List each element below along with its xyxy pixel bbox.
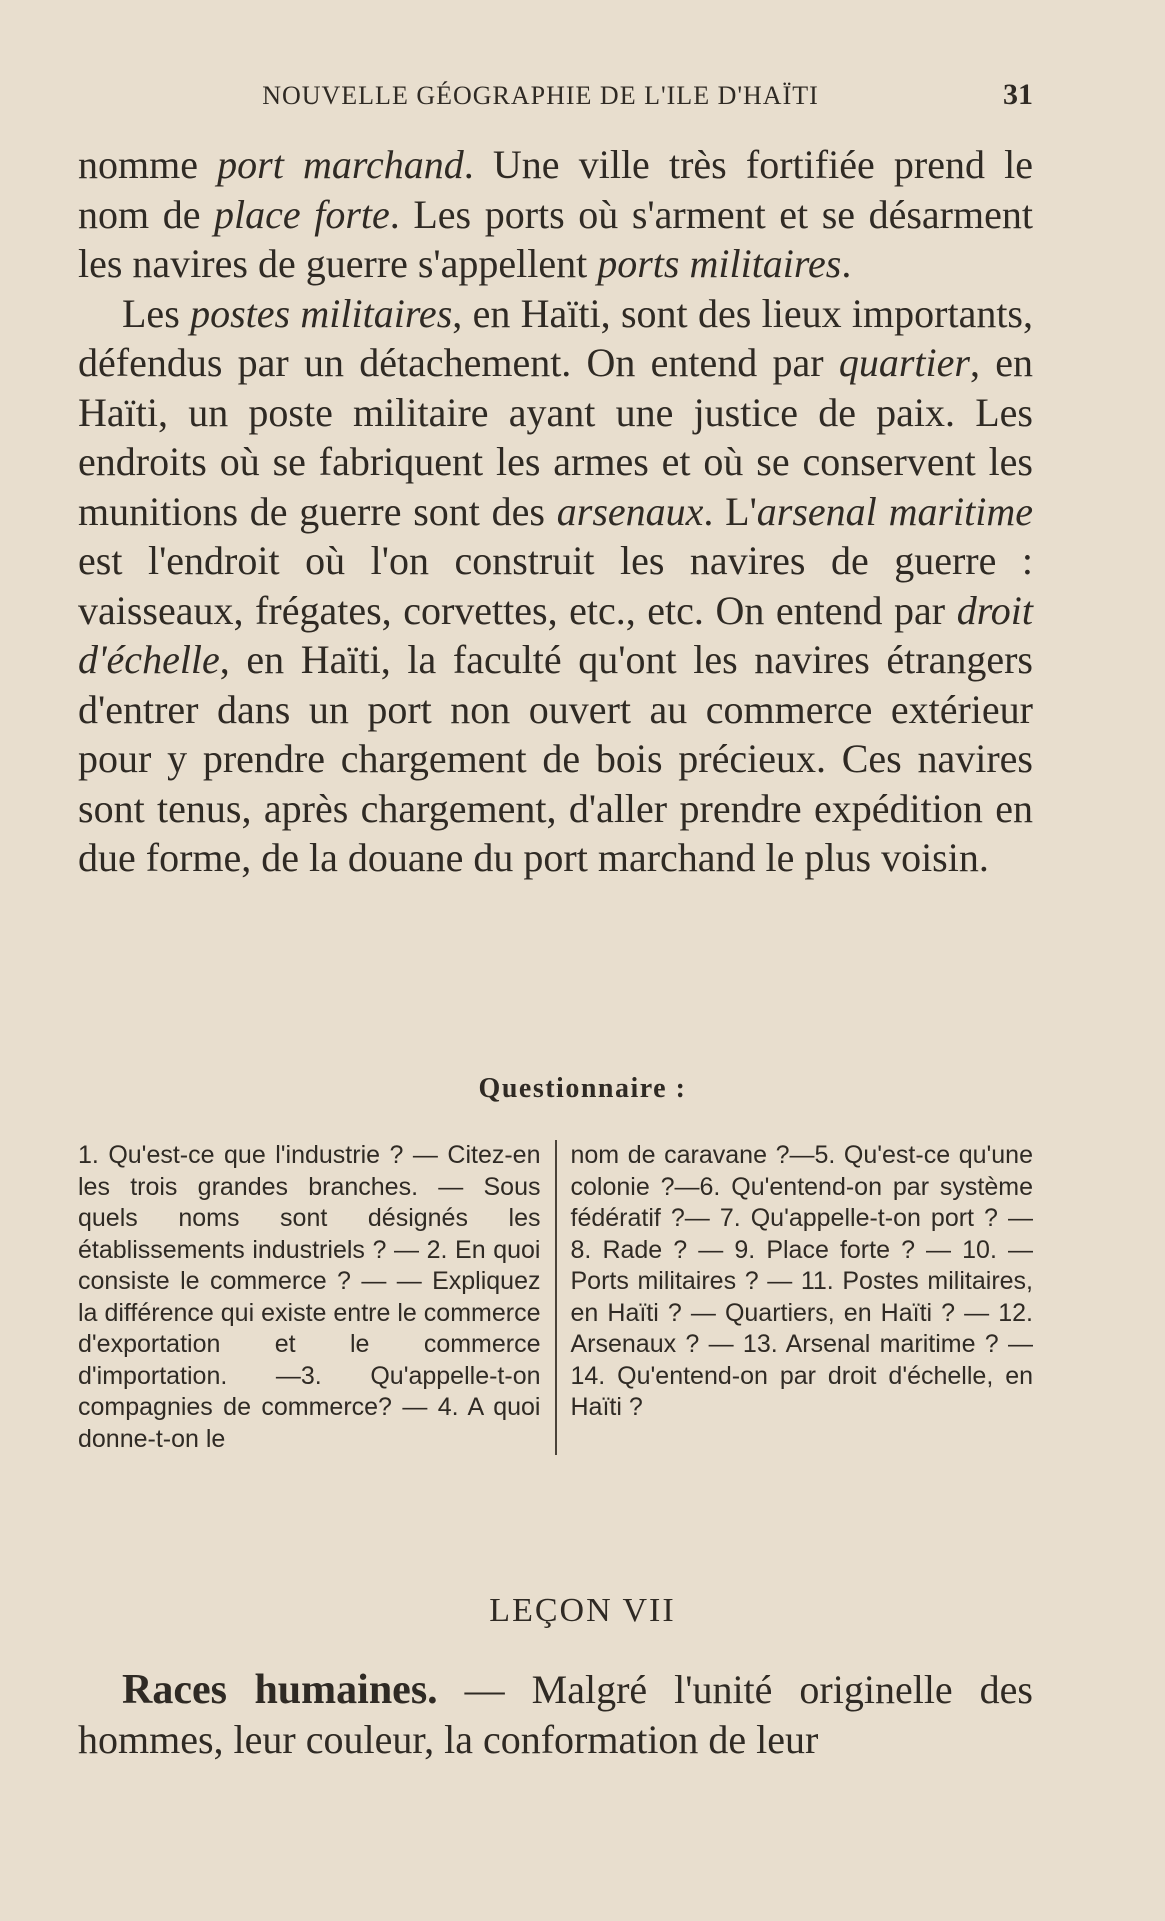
paragraph-1 (78, 140, 1033, 289)
text-run: . L' (703, 488, 757, 534)
term-place-forte: place forte (214, 191, 390, 237)
lesson-paragraph (78, 1665, 1033, 1765)
term-ports-militaires: ports militaires (597, 241, 842, 286)
text-run: , en Haïti, un poste militaire ayant une justice de paix. Les endroits où se fabriquent les armes et où se conservent les munitions de guerre sont des (78, 340, 1033, 534)
running-header (78, 78, 1033, 112)
questionnaire-title: Questionnaire : (478, 1073, 687, 1104)
questionnaire-right-column: nom de caravane ?—5. Qu'est-ce qu'une colonie ?—6. Qu'entend-on par système fédératif ?— 7. Qu'appelle-t-on port ? — 8. Rade ? — 9. Place forte ? — 10. — Ports militaires ? — 11. Postes militaires, en Haïti ? — Quartiers, en Haïti ? — 12. Arsenaux ? — 13. Arsenal maritime ? — 14. Qu'entend-on par droit d'échelle, en Haïti ? (570, 1141, 1033, 1421)
lesson-title: LEÇON VII (489, 1592, 676, 1629)
text-run: est l'endroit où l'on construit les navires de guerre : vaisseaux, frégates, corvettes, etc., etc. On entend par (78, 538, 1033, 633)
running-title: NOUVELLE GÉOGRAPHIE DE L'ILE D'HAÏTI (262, 81, 819, 110)
text-run: Les (122, 290, 191, 336)
text-run: , en Haïti, sont des lieux importants, défendus par un détachement. On entend par (78, 290, 1033, 385)
questionnaire-left-column: 1. Qu'est-ce que l'industrie ? — Citez-en les trois grandes branches. — Sous quels noms sont désignés les établissements industriels ? — 2. En quoi consiste le commerce ? — — Expliquez la différence qui existe entre le commerce d'exportation et le commerce d'importation. —3. Qu'appelle-t-on compagnies de commerce? — 4. A quoi donne-t-on le (78, 1140, 557, 1455)
section-heading: Races humaines. (122, 1667, 438, 1713)
term-postes-militaires: postes militaires (190, 290, 453, 336)
text-run: — Malgré l'unité originelle des hommes, leur couleur, la conformation de leur (78, 1667, 1033, 1762)
text-run: . Les ports où s'arment et se désarment les navires de guerre s'appellent (78, 191, 1033, 286)
term-quartier: quartier (838, 340, 970, 385)
lesson-text (78, 1665, 1033, 1765)
text-run: . (841, 241, 852, 286)
page-number: 31 (1003, 78, 1033, 111)
term-port-marchand: port marchand (217, 142, 464, 187)
questionnaire (78, 1140, 1033, 1455)
term-droit-echelle: droit d'échelle (78, 587, 1033, 682)
term-arsenaux: arsenaux (556, 488, 704, 534)
text-run: . Une ville très fortifiée prend le nom de (78, 142, 1033, 237)
main-text (78, 140, 1033, 883)
text-run: nomme (78, 142, 218, 187)
text-run: , en Haïti, la faculté qu'ont les navires étrangers d'entrer dans un port non ouvert au commerce extérieur pour y prendre chargement de bois précieux. Ces navires sont tenus, après chargement, d'aller prendre expédition en due forme, de la douane du port marchand le plus voisin. (78, 637, 1033, 880)
paragraph-2 (78, 289, 1033, 883)
term-arsenal-maritime: arsenal maritime (756, 488, 1033, 534)
